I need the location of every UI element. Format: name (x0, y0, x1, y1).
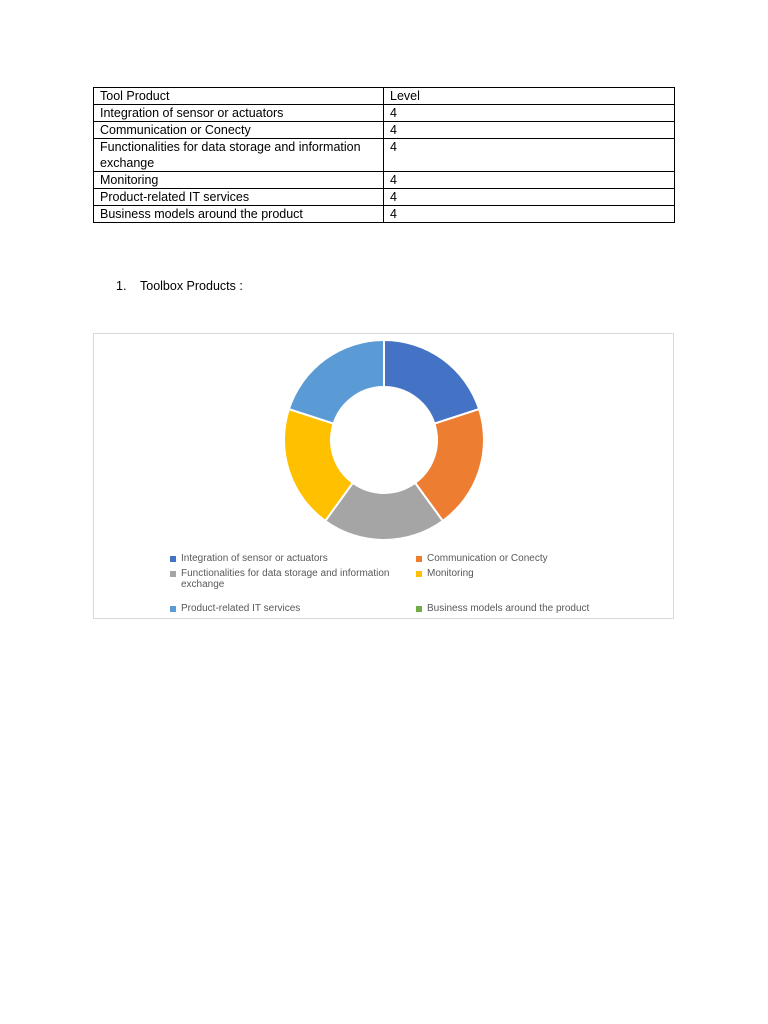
section-heading (116, 278, 243, 294)
legend-label: Integration of sensor or actuators (181, 553, 328, 564)
table-cell: Business models around the product (94, 206, 384, 223)
legend-item (416, 553, 656, 564)
legend-swatch (170, 556, 176, 562)
legend-swatch (416, 606, 422, 612)
legend-item (170, 603, 410, 614)
table-cell: 4 (384, 139, 675, 172)
legend-item (170, 553, 410, 564)
legend-label: Monitoring (427, 568, 474, 579)
donut-slice (384, 340, 479, 424)
legend-swatch (416, 571, 422, 577)
table-cell: Communication or Conecty (94, 122, 384, 139)
donut-slice (289, 340, 384, 424)
table-cell: 4 (384, 122, 675, 139)
table-header-row (94, 88, 675, 105)
legend-label: Communication or Conecty (427, 553, 548, 564)
table-cell: Product-related IT services (94, 189, 384, 206)
legend-swatch (170, 571, 176, 577)
list-number: 1. (116, 279, 127, 293)
table-cell: 4 (384, 105, 675, 122)
legend-label: Functionalities for data storage and information exchange (181, 568, 390, 590)
table-row (94, 206, 675, 223)
tool-product-table (93, 87, 675, 223)
table-cell: 4 (384, 189, 675, 206)
table-cell: Integration of sensor or actuators (94, 105, 384, 122)
table-row (94, 122, 675, 139)
legend-item (170, 568, 410, 590)
table-row (94, 139, 675, 172)
table-cell: Functionalities for data storage and information exchange (94, 139, 384, 172)
section-title: Toolbox Products : (140, 279, 243, 293)
legend-swatch (416, 556, 422, 562)
table-row (94, 172, 675, 189)
legend-label: Business models around the product (427, 603, 590, 614)
table-row (94, 189, 675, 206)
doughnut-chart (93, 333, 674, 619)
legend-label: Product-related IT services (181, 603, 301, 614)
table-row (94, 105, 675, 122)
table-cell: 4 (384, 206, 675, 223)
legend-swatch (170, 606, 176, 612)
column-header: Tool Product (94, 88, 384, 105)
table-cell: Monitoring (94, 172, 384, 189)
legend-item (416, 568, 656, 579)
table-cell: 4 (384, 172, 675, 189)
legend-item (416, 603, 656, 614)
column-header: Level (384, 88, 675, 105)
